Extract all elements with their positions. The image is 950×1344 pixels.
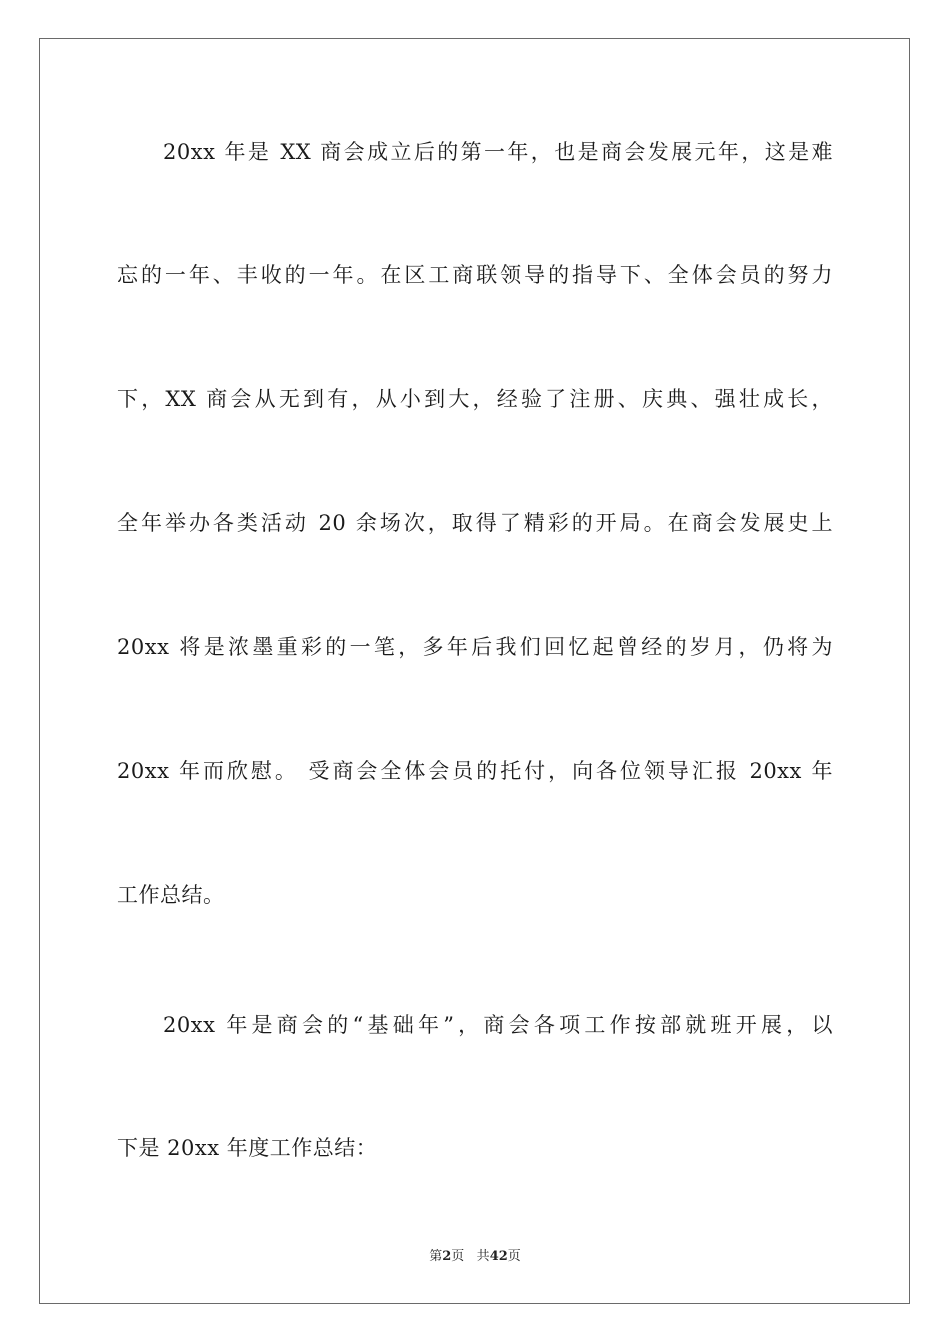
total-pages: 42 — [489, 1249, 508, 1264]
paragraph-line: 20xx 年而欣慰。 受商会全体会员的托付，向各位领导汇报 20xx 年 — [117, 759, 833, 783]
total-suffix: 页 — [507, 1249, 521, 1264]
paragraph-line: 忘的一年、丰收的一年。在区工商联领导的指导下、全体会员的努力 — [117, 263, 833, 287]
page-number: 2 — [442, 1249, 452, 1264]
paragraph-line: 20xx 年是商会的“基础年”，商会各项工作按部就班开展，以 — [163, 1013, 833, 1037]
paragraph-line: 工作总结。 — [117, 883, 225, 907]
paragraph-line: 下是 20xx 年度工作总结： — [117, 1136, 378, 1160]
page-footer — [0, 1248, 950, 1266]
page-prefix: 第 — [429, 1249, 443, 1264]
paragraph-line: 20xx 将是浓墨重彩的一笔，多年后我们回忆起曾经的岁月，仍将为 — [117, 635, 833, 659]
total-prefix: 共 — [476, 1249, 490, 1264]
paragraph-line: 下，XX 商会从无到有，从小到大，经验了注册、庆典、强壮成长， — [117, 387, 833, 411]
paragraph-line: 全年举办各类活动 20 余场次，取得了精彩的开局。在商会发展史上 — [117, 511, 833, 535]
page-border — [39, 38, 910, 1304]
page-suffix: 页 — [451, 1249, 465, 1264]
paragraph-line: 20xx 年是 XX 商会成立后的第一年，也是商会发展元年，这是难 — [163, 140, 833, 164]
